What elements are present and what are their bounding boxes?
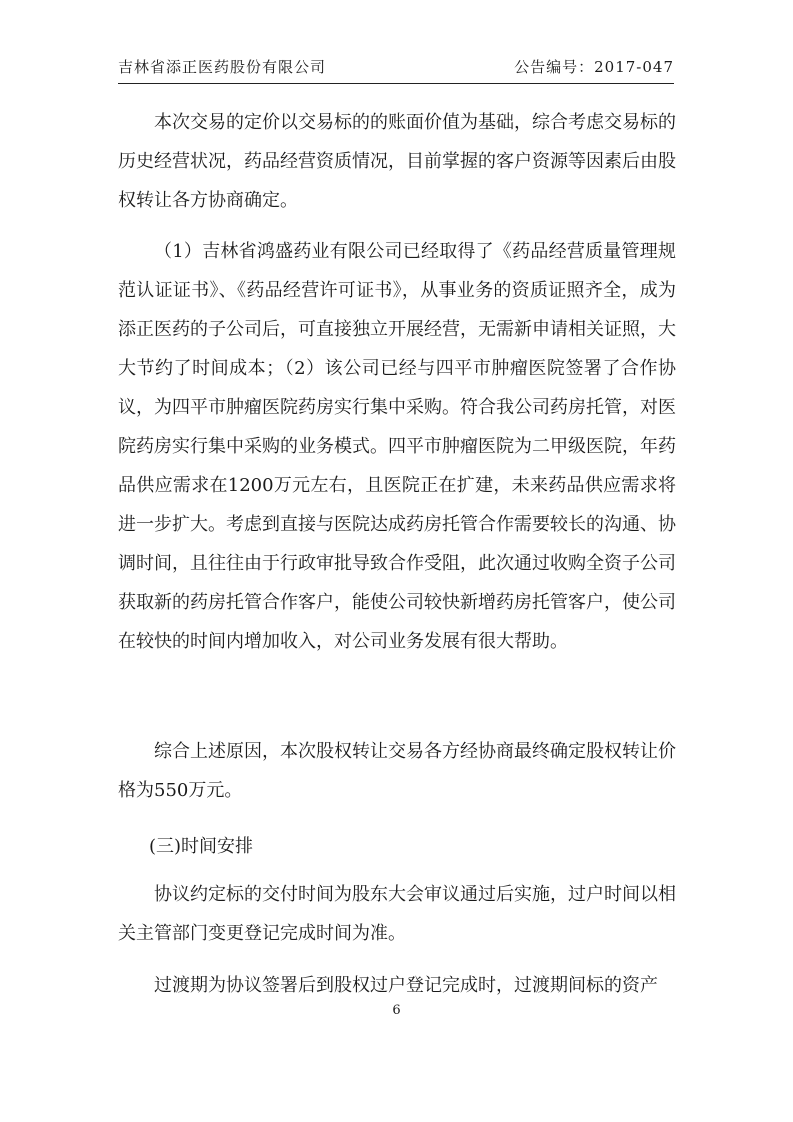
paragraph-pricing-basis: 本次交易的定价以交易标的的账面价值为基础，综合考虑交易标的历史经营状况，药品经营资质情况，目前掌握的客户资源等因素后由股权转让各方协商确定。 xyxy=(118,112,676,211)
company-name: 吉林省添正医药股份有限公司 xyxy=(118,58,327,76)
header-divider xyxy=(118,83,674,84)
paragraph-final-price: 综合上述原因，本次股权转让交易各方经协商最终确定股权转让价格为550万元。 xyxy=(118,741,676,801)
page-number: 6 xyxy=(392,1003,401,1018)
paragraph-transition-period: 过渡期为协议签署后到股权过户登记完成时，过渡期间标的资产 xyxy=(154,975,658,996)
notice-number: 公告编号：2017-047 xyxy=(514,58,674,76)
page-header xyxy=(118,56,674,82)
paragraph-delivery-time: 协议约定标的交付时间为股东大会审议通过后实施，过户时间以相关主管部门变更登记完成时间为准。 xyxy=(118,884,676,944)
paragraph-reasons: （1）吉林省鸿盛药业有限公司已经取得了《药品经营质量管理规范认证证书》、《药品经营许可证书》，从事业务的资质证照齐全，成为添正医药的子公司后，可直接独立开展经营，无需新申请相关证照，大大节约了时间成本；（2）该公司已经与四平市肿瘤医院签署了合作协议，为四平市肿瘤医院药房实行集中采购。符合我公司药房托管，对医院药房实行集中采购的业务模式。四平市肿瘤医院为二甲级医院，年药品供应需求在1200万元左右，且医院正在扩建，未来药品供应需求将进一步扩大。考虑到直接与医院达成药房托管合作需要较长的沟通、协调时间，且往往由于行政审批导致合作受阻，此次通过收购全资子公司获取新的药房托管合作客户，能使公司较快新增药房托管客户，使公司在较快的时间内增加收入，对公司业务发展有很大帮助。 xyxy=(118,241,676,652)
section-heading-timeline: (三)时间安排 xyxy=(149,836,254,857)
